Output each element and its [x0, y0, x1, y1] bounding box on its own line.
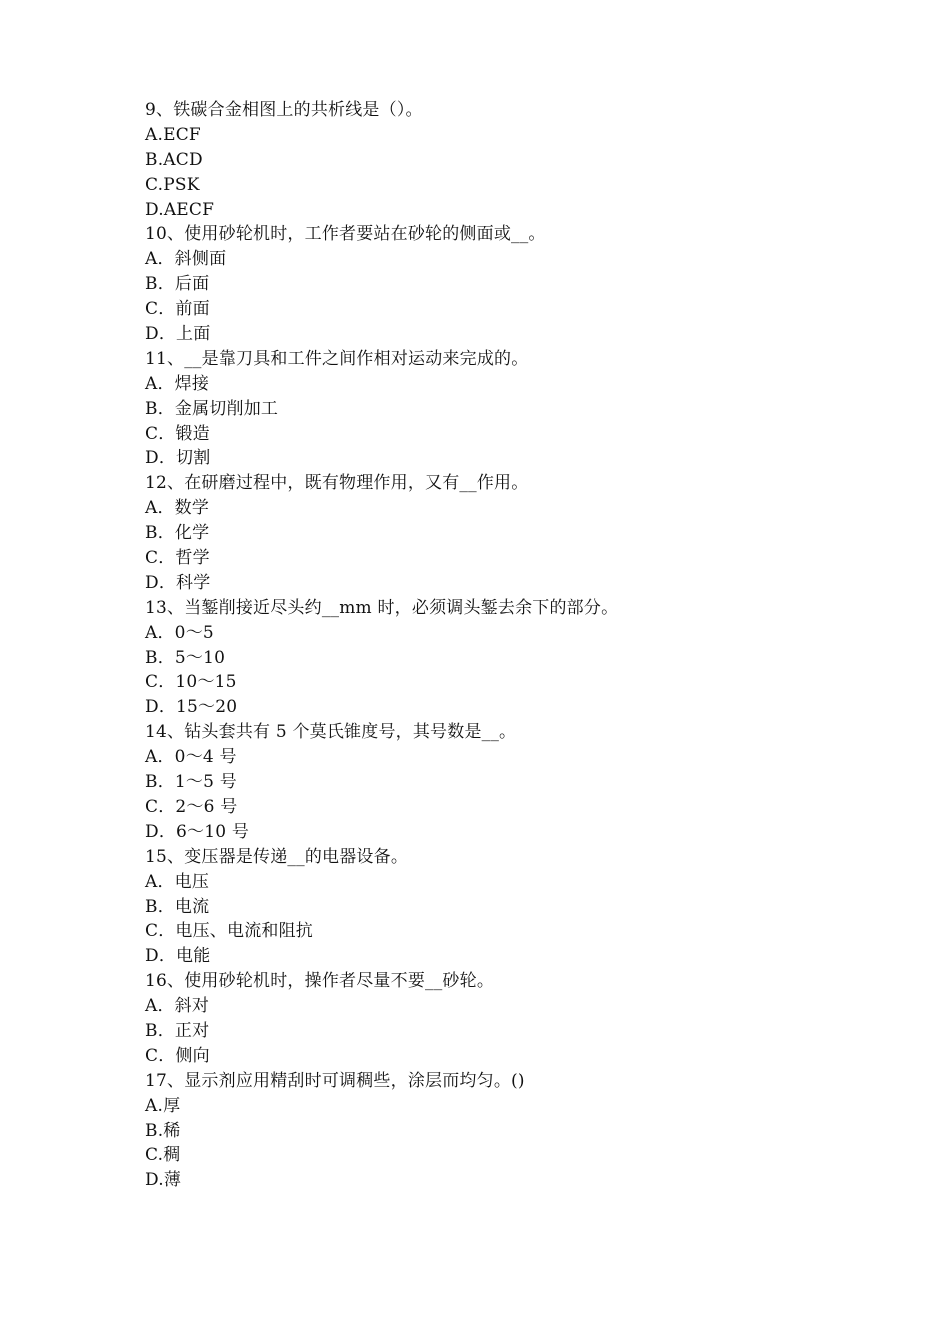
option-a: A．0～5 [145, 622, 214, 643]
option-b: B．后面 [145, 274, 210, 295]
option-a: A．电压 [145, 871, 210, 892]
option-d: D．15～20 [145, 697, 238, 718]
option-d: D.薄 [145, 1170, 182, 1191]
option-d: D．电能 [145, 946, 211, 967]
option-c: C．锻造 [145, 423, 210, 444]
question-text: 13、当錾削接近尽头约__mm 时，必须调头錾去余下的部分。 [145, 597, 619, 618]
question-text: 16、使用砂轮机时，操作者尽量不要__砂轮。 [145, 971, 495, 992]
question-text: 9、铁碳合金相图上的共析线是（）。 [145, 100, 423, 120]
question-text: 10、使用砂轮机时，工作者要站在砂轮的侧面或__。 [145, 224, 546, 245]
option-b: B.稀 [145, 1120, 181, 1141]
question-list [145, 98, 865, 1193]
option-a: A．数学 [145, 498, 210, 519]
option-d: D．切割 [145, 448, 211, 469]
option-c: C.PSK [145, 174, 200, 195]
question-text: 15、变压器是传递__的电器设备。 [145, 846, 409, 867]
question-block [145, 1069, 865, 1193]
option-c: C．2～6 号 [145, 796, 238, 817]
option-b: B．1～5 号 [145, 772, 237, 793]
question-text: 17、显示剂应用精刮时可调稠些，涂层而均匀。() [145, 1070, 525, 1091]
option-c: C．10～15 [145, 672, 237, 693]
question-text: 12、在研磨过程中，既有物理作用，又有__作用。 [145, 473, 529, 494]
question-text: 14、钻头套共有 5 个莫氏锥度号，其号数是__。 [145, 722, 517, 743]
question-block [145, 222, 865, 346]
question-block [145, 596, 865, 720]
option-b: B.ACD [145, 149, 203, 170]
option-a: A．斜侧面 [145, 249, 227, 270]
option-c: C．侧向 [145, 1045, 210, 1066]
question-block [145, 845, 865, 969]
question-text: 11、__是靠刀具和工件之间作相对运动来完成的。 [145, 348, 529, 369]
option-c: C.稠 [145, 1145, 181, 1166]
option-d: D．上面 [145, 324, 211, 345]
option-d: D．科学 [145, 572, 211, 593]
option-a: A．焊接 [145, 373, 210, 394]
option-a: A．斜对 [145, 996, 210, 1017]
option-d: D．6～10 号 [145, 821, 250, 842]
option-c: C．哲学 [145, 548, 210, 569]
question-block [145, 720, 865, 844]
question-block [145, 471, 865, 595]
question-block [145, 347, 865, 471]
option-b: B．化学 [145, 523, 210, 544]
option-a: A.ECF [145, 124, 201, 145]
option-b: B．正对 [145, 1020, 210, 1041]
option-a: A．0～4 号 [145, 747, 237, 768]
option-c: C．电压、电流和阻抗 [145, 921, 314, 942]
option-c: C．前面 [145, 299, 210, 320]
question-block [145, 98, 865, 222]
option-b: B．金属切削加工 [145, 398, 279, 419]
option-b: B．电流 [145, 896, 210, 917]
option-b: B．5～10 [145, 647, 226, 668]
question-block [145, 969, 865, 1069]
option-a: A.厚 [145, 1095, 181, 1116]
option-d: D.AECF [145, 199, 215, 220]
